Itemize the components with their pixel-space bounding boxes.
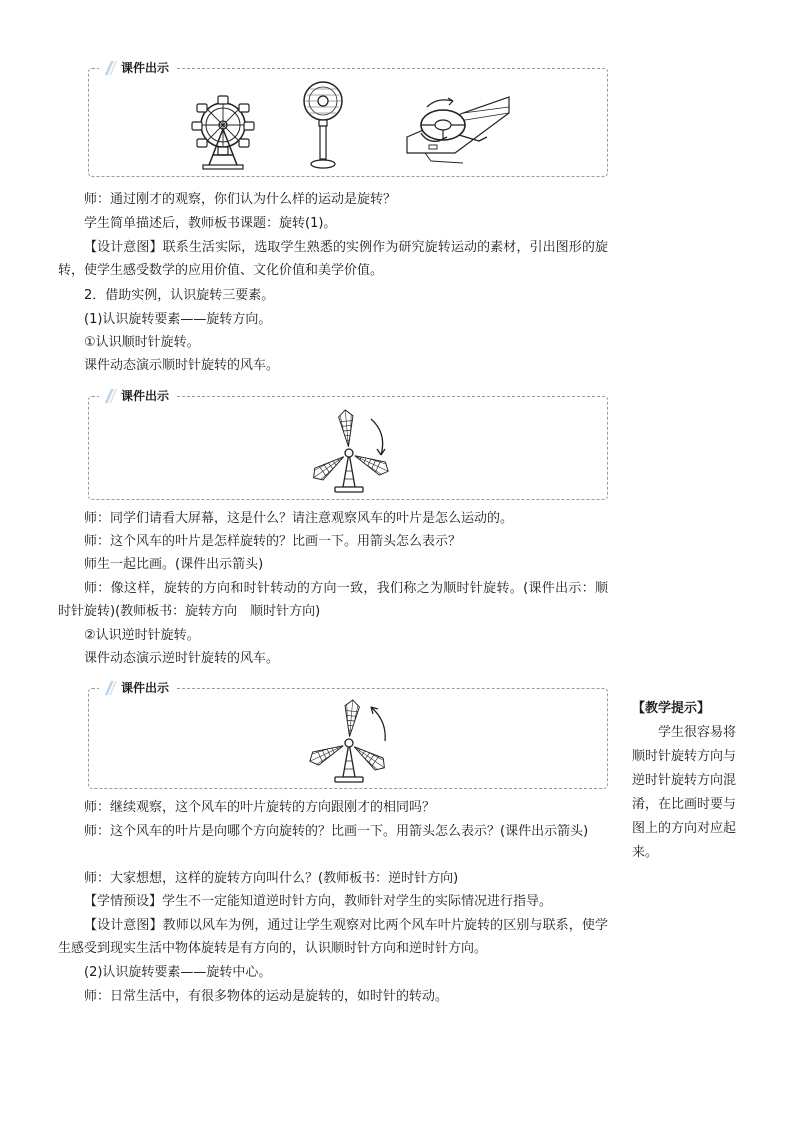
tag-stripe-icon: [103, 678, 119, 698]
teaching-tip-title: 【教学提示】: [632, 701, 711, 716]
text-p11: 师：像这样，旋转的方向和时针转动的方向一致，我们称之为顺时针旋转。(课件出示：顺时针旋转)(教师板书：旋转方向 顺时针方向): [58, 581, 608, 619]
windmill-counterclockwise-icon: [307, 695, 391, 789]
text-p9: 师：这个风车的叶片是怎样旋转的？比画一下。用箭头怎么表示？: [84, 534, 462, 549]
windmill-clockwise-icon: [307, 405, 391, 499]
text-p10: 师生一起比画。(课件出示箭头): [84, 557, 264, 572]
courseware-label: 课件出示: [99, 57, 175, 79]
text-p7: 课件动态演示顺时针旋转的风车。: [84, 358, 280, 373]
courseware-label: 课件出示: [99, 385, 175, 407]
courseware-label: 课件出示: [99, 677, 175, 699]
text-p4: 2．借助实例，认识旋转三要素。: [84, 288, 275, 303]
electric-fan-icon: [297, 79, 347, 171]
tag-stripe-icon: [103, 58, 119, 78]
text-p8: 师：同学们请看大屏幕，这是什么？请注意观察风车的叶片是怎么运动的。: [84, 511, 514, 526]
text-p14: 师：继续观察，这个风车的叶片旋转的方向跟刚才的相同吗？: [84, 800, 436, 815]
text-p20: 师：日常生活中，有很多物体的运动是旋转的，如时针的转动。: [84, 989, 449, 1004]
ferris-wheel-icon: [191, 93, 255, 171]
courseware-box-1: [88, 61, 608, 177]
steering-wheel-icon: [403, 83, 513, 167]
text-p1: 师：通过刚才的观察，你们认为什么样的运动是旋转？: [84, 192, 397, 207]
text-p2: 学生简单描述后，教师板书课题：旋转(1)。: [84, 216, 337, 231]
text-p5: (1)认识旋转要素——旋转方向。: [84, 312, 272, 327]
text-p13: 课件动态演示逆时针旋转的风车。: [84, 651, 280, 666]
text-p16: 师：大家想想，这样的旋转方向叫什么？(教师板书：逆时针方向): [84, 871, 459, 886]
text-p6: ①认识顺时针旋转。: [84, 335, 200, 350]
tag-stripe-icon: [103, 386, 119, 406]
design-intent-1: 【设计意图】联系生活实际，选取学生熟悉的实例作为研究旋转运动的素材，引出图形的旋转，使学生感受数学的应用价值、文化价值和美学价值。: [58, 240, 608, 278]
text-p12: ②认识逆时针旋转。: [84, 628, 200, 643]
design-intent-2: 【设计意图】教师以风车为例，通过让学生观察对比两个风车叶片旋转的区别与联系，使学生感受到现实生活中物体旋转是有方向的，认识顺时针方向和逆时针方向。: [58, 918, 608, 956]
text-p19: (2)认识旋转要素——旋转中心。: [84, 965, 272, 980]
text-p15: 师：这个风车的叶片是向哪个方向旋转的？比画一下。用箭头怎么表示？(课件出示箭头): [84, 824, 589, 839]
learning-prediction: 【学情预设】学生不一定能知道逆时针方向，教师针对学生的实际情况进行指导。: [84, 894, 553, 909]
teaching-tip-body: 学生很容易将顺时针旋转方向与逆时针旋转方向混淆，在比画时要与图上的方向对应起来。: [632, 725, 737, 860]
courseware-box-3: [88, 681, 608, 789]
teaching-tip: [632, 697, 736, 865]
courseware-box-2: [88, 389, 608, 500]
